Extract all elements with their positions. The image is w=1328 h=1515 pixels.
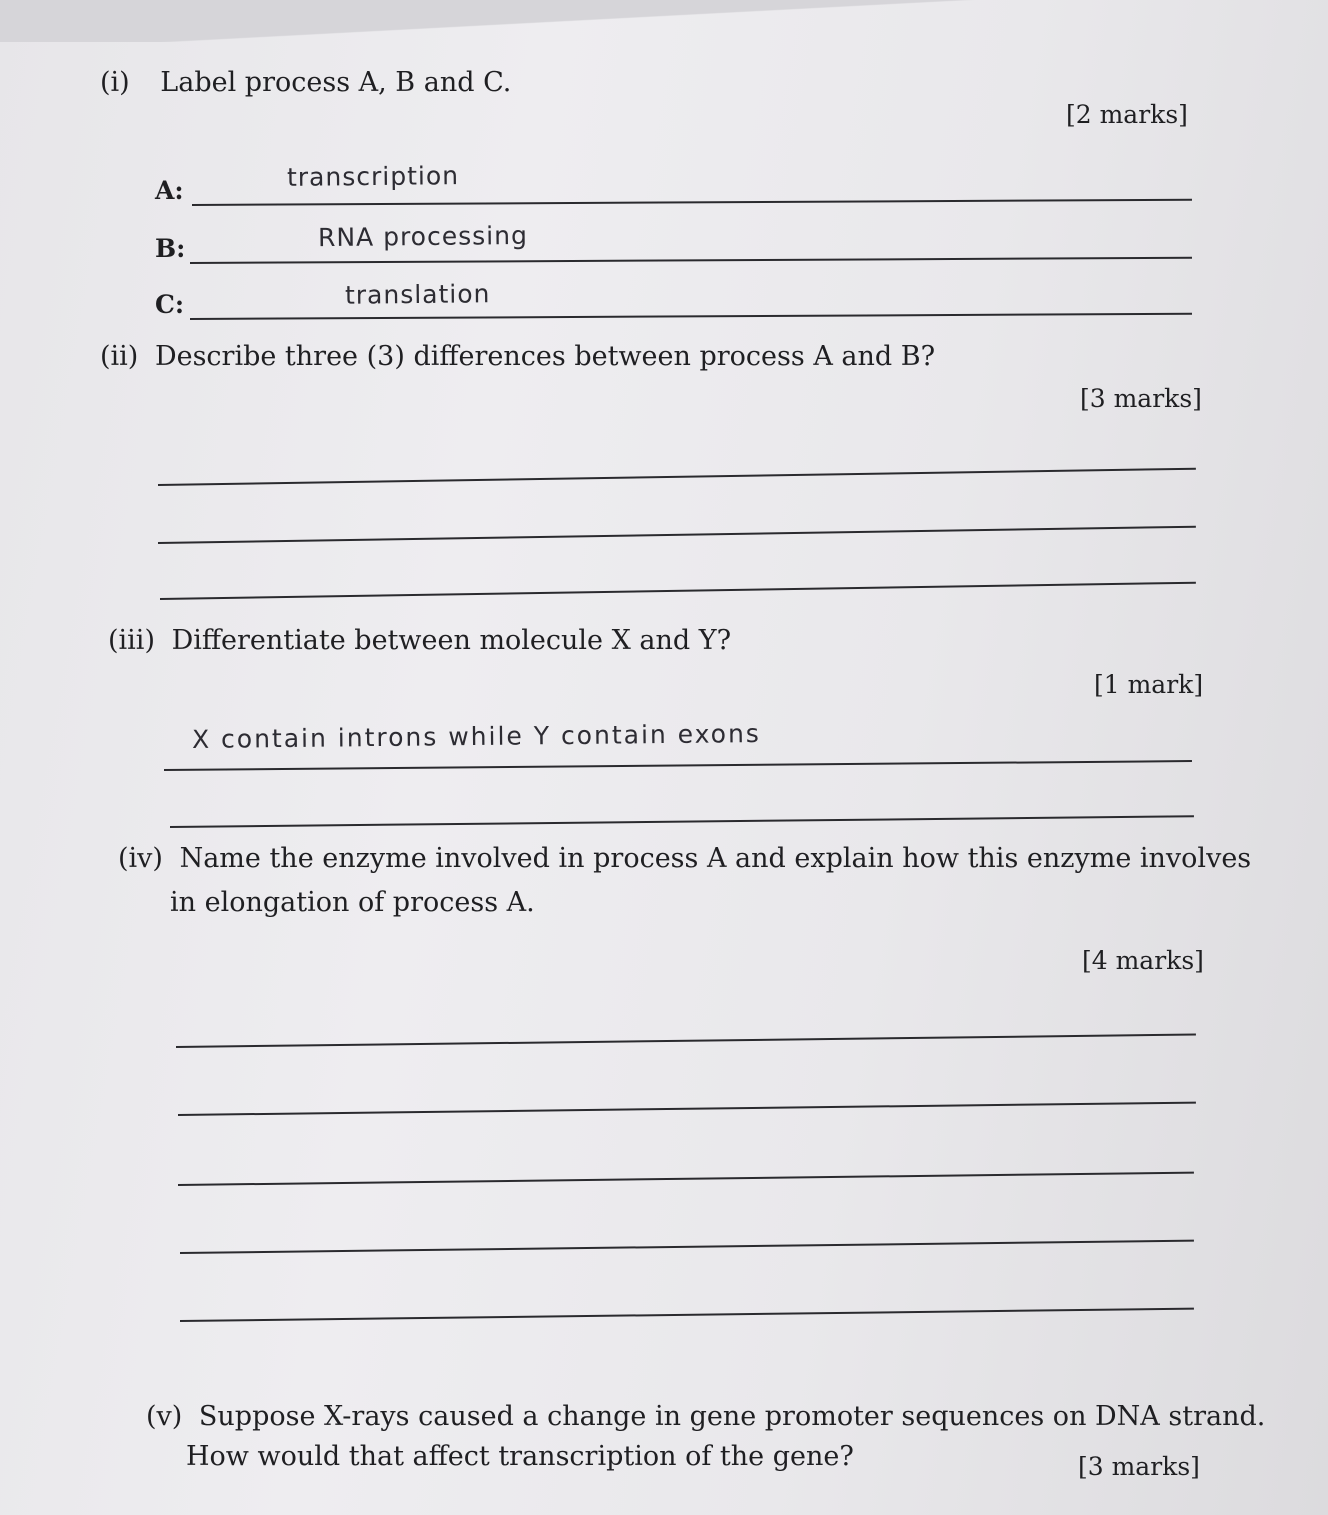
marks-q1: [2 marks]	[1066, 100, 1188, 129]
answer-line-iii-2[interactable]	[170, 815, 1194, 828]
marks-q5: [3 marks]	[1078, 1452, 1200, 1481]
marks-q4: [4 marks]	[1082, 946, 1204, 975]
answer-label-c: C:	[155, 290, 185, 319]
question-iv-cont	[170, 880, 535, 926]
question-number: (iii)	[108, 625, 155, 656]
question-text-line1: Suppose X-rays caused a change in gene promoter sequences on DNA strand.	[198, 1401, 1266, 1432]
question-number: (v)	[146, 1401, 183, 1432]
question-text-line1: Name the enzyme involved in process A and explain how this enzyme involves	[179, 843, 1252, 874]
question-text-line2: in elongation of process A.	[170, 887, 535, 918]
paper-top-edge	[0, 0, 1328, 42]
answer-line-iv-3[interactable]	[178, 1172, 1194, 1186]
answer-line-ii-1[interactable]	[158, 468, 1196, 486]
question-text-line2: How would that affect transcription of the gene?	[186, 1441, 854, 1472]
answer-line-iii-1[interactable]	[164, 760, 1192, 771]
answer-a-handwritten: transcription	[286, 161, 460, 192]
marks-q2: [3 marks]	[1080, 384, 1202, 413]
answer-iii-handwritten: X contain introns while Y contain exons	[191, 719, 761, 754]
question-text: Describe three (3) differences between process A and B?	[154, 341, 936, 372]
answer-label-b: B:	[155, 234, 186, 263]
question-iii	[108, 618, 731, 664]
question-text: Label process A, B and C.	[160, 67, 512, 98]
answer-line-iv-1[interactable]	[176, 1034, 1196, 1048]
answer-line-b[interactable]	[190, 257, 1192, 264]
question-number: (iv)	[118, 843, 163, 874]
question-ii	[100, 334, 935, 380]
question-v-cont	[186, 1434, 854, 1480]
question-number: (ii)	[100, 341, 139, 372]
question-number: (i)	[100, 67, 130, 98]
answer-line-iv-5[interactable]	[180, 1308, 1194, 1322]
answer-c-handwritten: translation	[344, 279, 491, 310]
answer-label-a: A:	[155, 176, 184, 205]
answer-line-iv-4[interactable]	[180, 1240, 1194, 1254]
answer-line-a[interactable]	[192, 199, 1192, 206]
answer-line-iv-2[interactable]	[178, 1102, 1196, 1116]
answer-line-ii-2[interactable]	[158, 526, 1196, 544]
answer-line-ii-3[interactable]	[160, 582, 1196, 600]
question-i	[100, 60, 511, 106]
marks-q3: [1 mark]	[1094, 670, 1204, 699]
answer-b-handwritten: RNA processing	[317, 220, 529, 253]
question-text: Differentiate between molecule X and Y?	[171, 625, 732, 656]
question-iv	[118, 836, 1251, 882]
answer-line-c[interactable]	[190, 313, 1192, 320]
